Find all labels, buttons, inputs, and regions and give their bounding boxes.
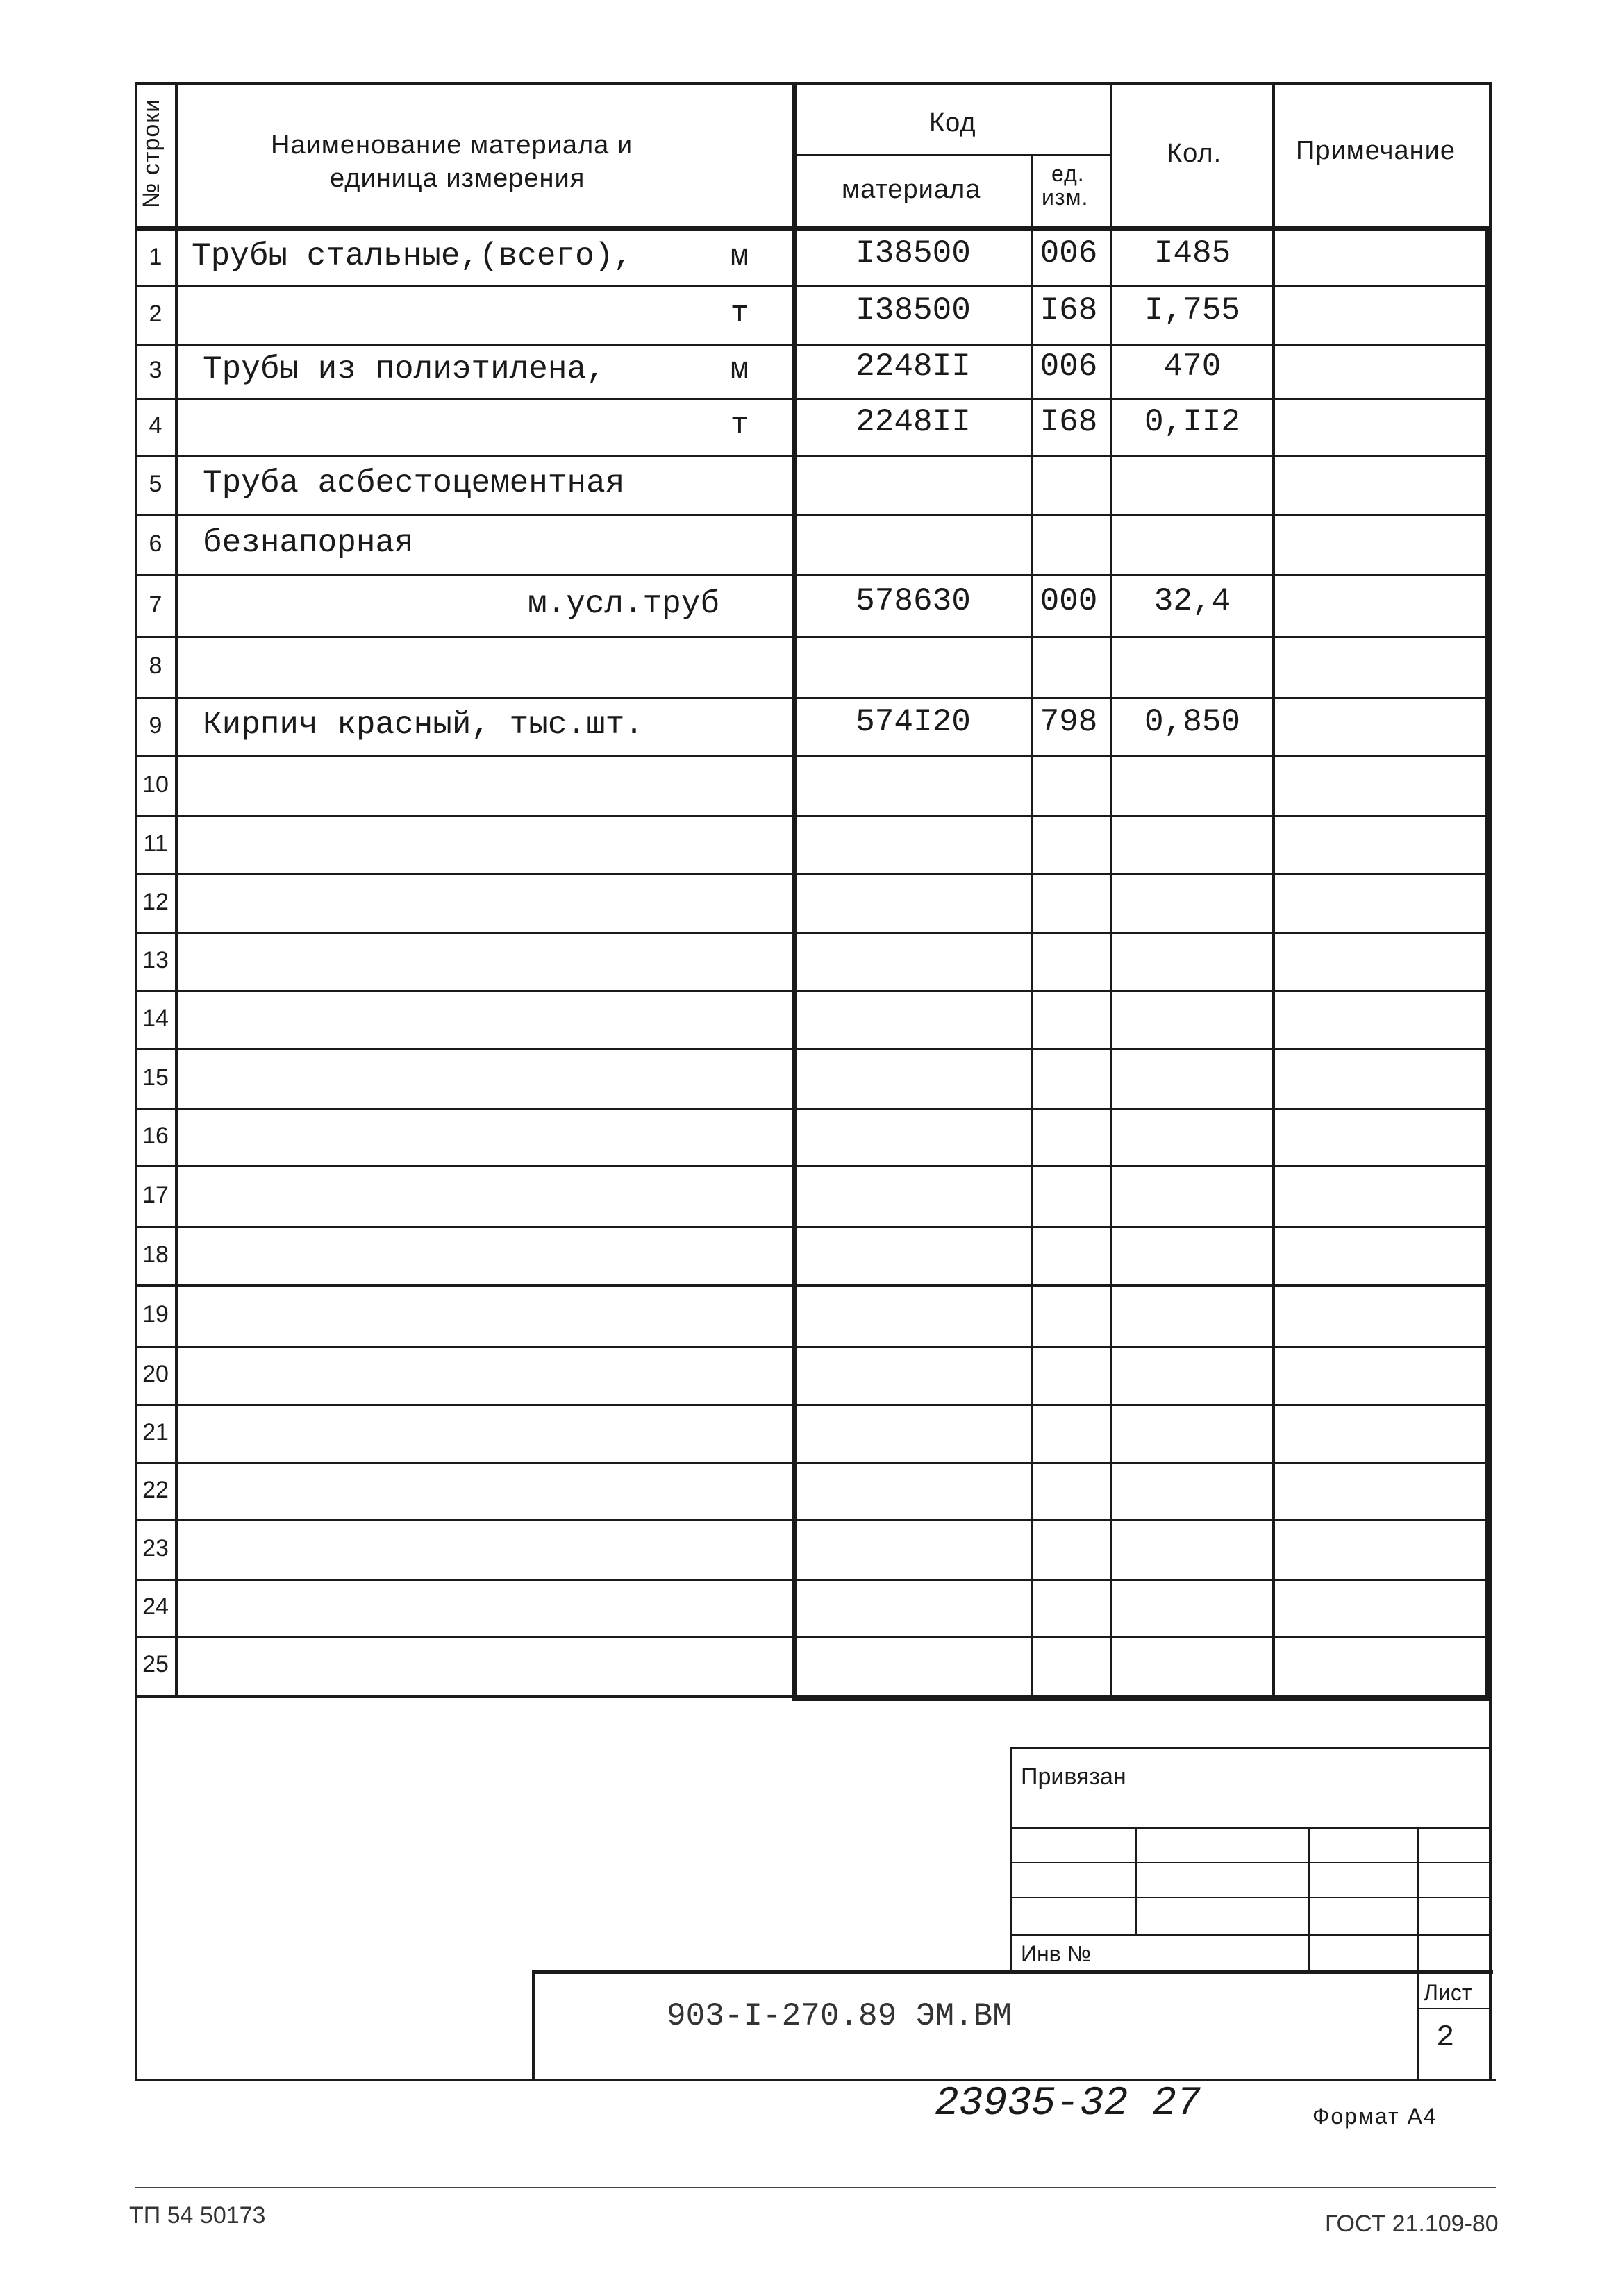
row-separator	[135, 1404, 1489, 1406]
row-unit-code: 000	[1040, 583, 1098, 619]
row-separator	[135, 1284, 1489, 1287]
row-name: м.усл.труб	[528, 585, 720, 622]
row-separator	[135, 1165, 1489, 1167]
row-separator	[135, 990, 1489, 992]
row-unit: м	[730, 353, 749, 387]
row-material-code: 578630	[856, 583, 971, 619]
inventory-number-label: Инв №	[1021, 1941, 1091, 1966]
row-separator	[135, 285, 1489, 287]
row-number: 11	[143, 830, 168, 857]
row-number: 18	[142, 1241, 169, 1268]
row-separator	[135, 574, 1489, 576]
row-unit-code: 006	[1040, 349, 1098, 385]
row-number: 12	[142, 889, 169, 915]
row-number: 19	[142, 1301, 169, 1327]
row-name: Трубы стальные,(всего),	[192, 237, 633, 274]
row-unit: т	[730, 296, 749, 331]
row-number: 23	[142, 1535, 169, 1561]
row-number: 22	[142, 1477, 169, 1503]
row-number: 20	[142, 1361, 169, 1387]
row-unit-code: 006	[1040, 235, 1098, 271]
row-separator	[135, 815, 1489, 817]
row-quantity: 0,850	[1144, 704, 1241, 740]
row-separator	[135, 514, 1489, 516]
row-unit: м	[730, 239, 749, 274]
archive-number: 23935-32 27	[935, 2081, 1201, 2127]
row-material-code: 574I20	[856, 704, 971, 740]
row-name: безнапорная	[203, 524, 414, 561]
row-quantity: 0,II2	[1144, 404, 1241, 440]
name-header-line1: Наименование материала и	[271, 131, 633, 160]
row-material-code: 2248II	[856, 349, 971, 385]
note-header: Примечание	[1296, 136, 1456, 165]
row-number: 13	[142, 947, 169, 973]
row-number: 9	[149, 712, 162, 739]
row-number-header: № строки	[138, 98, 165, 208]
row-number: 3	[149, 357, 162, 383]
row-name: Трубы из полиэтилена,	[203, 351, 606, 387]
row-name: Кирпич красный, тыс.шт.	[203, 707, 644, 743]
row-separator	[135, 1048, 1489, 1050]
row-separator	[135, 697, 1489, 699]
row-material-code: 2248II	[856, 404, 971, 440]
row-separator	[135, 873, 1489, 875]
row-number: 14	[142, 1005, 169, 1032]
row-separator	[135, 636, 1489, 638]
code-unit-header-1: ед.	[1051, 161, 1085, 186]
row-number: 4	[149, 412, 162, 439]
row-separator	[135, 1226, 1489, 1228]
row-material-code: I38500	[856, 292, 971, 328]
row-name: Труба асбестоцементная	[203, 464, 625, 501]
row-unit-code: I68	[1040, 292, 1098, 328]
document-code: 903-I-270.89 ЭМ.ВМ	[667, 1998, 1012, 2034]
row-separator	[135, 1462, 1489, 1464]
tp-number: ТП 54 50173	[129, 2202, 266, 2229]
row-separator	[135, 1579, 1489, 1581]
row-unit-code: I68	[1040, 404, 1098, 440]
row-number: 17	[142, 1182, 169, 1208]
row-material-code: I38500	[856, 235, 971, 271]
row-separator	[135, 455, 1489, 457]
code-material-header: материала	[842, 175, 981, 204]
sheet-number: 2	[1436, 2020, 1455, 2055]
row-number: 1	[149, 243, 162, 270]
qty-header: Кол.	[1167, 139, 1222, 168]
row-unit-code: 798	[1040, 704, 1098, 740]
row-separator	[135, 1519, 1489, 1521]
row-quantity: I,755	[1144, 292, 1241, 328]
row-quantity: 470	[1163, 349, 1222, 385]
row-number: 25	[142, 1651, 169, 1677]
gost-reference: ГОСТ 21.109-80	[1325, 2211, 1499, 2237]
row-number: 7	[149, 591, 162, 618]
row-number: 8	[149, 653, 162, 679]
format-label: Формат А4	[1312, 2104, 1438, 2129]
row-number: 6	[149, 530, 162, 557]
row-number: 5	[149, 470, 162, 497]
row-number: 2	[149, 300, 162, 327]
row-quantity: I485	[1153, 235, 1231, 271]
row-separator	[135, 932, 1489, 934]
row-number: 24	[142, 1593, 169, 1620]
row-separator	[135, 1346, 1489, 1348]
attached-label: Привязан	[1021, 1763, 1126, 1790]
row-separator	[135, 398, 1489, 400]
row-number: 16	[142, 1123, 169, 1149]
row-number: 10	[142, 771, 169, 798]
sheet-label: Лист	[1424, 1980, 1472, 2005]
row-quantity: 32,4	[1153, 583, 1231, 619]
row-separator	[135, 344, 1489, 346]
row-separator	[135, 1108, 1489, 1110]
name-header-line2: единица измерения	[330, 164, 585, 193]
code-unit-header-2: изм.	[1042, 185, 1089, 210]
code-header: Код	[929, 108, 976, 137]
row-separator	[135, 1636, 1489, 1638]
row-separator	[135, 755, 1489, 757]
row-unit: т	[730, 408, 749, 443]
row-number: 21	[142, 1419, 169, 1446]
row-number: 15	[142, 1064, 169, 1091]
